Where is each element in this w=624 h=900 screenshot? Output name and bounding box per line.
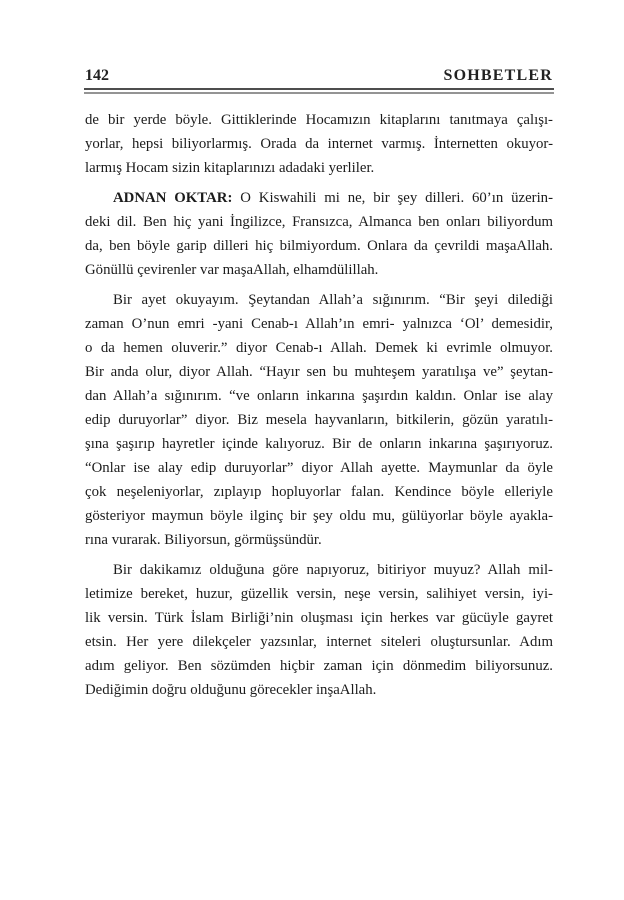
text-line: edip duruyorlar” diyor. Biz mesela hayvanların, bitkilerin, gözün yaratılı- <box>85 412 553 428</box>
paragraph <box>85 288 553 552</box>
text-line: “Onlar ise alay edip duruyorlar” diyor Allah ayette. Maymunlar da öyle <box>85 460 553 476</box>
page-body <box>85 108 553 708</box>
text-line: zaman O’nun emri -yani Cenab-ı Allah’ın emri- yalnızca ‘Ol’ demesidir, <box>85 316 553 332</box>
text-line: Bir ayet okuyayım. Şeytandan Allah’a sığınırım. “Bir şeyi dilediği <box>113 292 553 308</box>
text-line: ADNAN OKTAR: O Kiswahili mi ne, bir şey dilleri. 60’ın üzerin- <box>113 190 553 206</box>
text-line: dan Allah’a sığınırım. “ve onların inkarına şaşırdın kaldın. Onlar ise alay <box>85 388 553 404</box>
text-line: Bir dakikamız olduğuna göre napıyoruz, bitiriyor muyuz? Allah mil- <box>113 562 553 578</box>
text-line: letimize bereket, huzur, güzellik versin, neşe versin, salihiyet versin, iyi- <box>85 586 553 602</box>
text-line: etsin. Her yere dilekçeler yazsınlar, internet siteleri oluştursunlar. Adım <box>85 634 553 650</box>
text-line: lik versin. Türk İslam Birliği’nin oluşması için herkes var gücüyle gayret <box>85 610 553 626</box>
text-line: larmış Hocam sizin kitaplarınızı adadaki yerliler. <box>85 160 375 176</box>
paragraph <box>85 186 553 282</box>
text-line: da, ben böyle garip dilleri hiç bilmiyordum. Onlara da çevrildi maşaAllah. <box>85 238 553 254</box>
paragraph <box>85 108 553 180</box>
text-line: o da hemen oluverir.” diyor Cenab-ı Allah. Demek ki evrimle olmuyor. <box>85 340 553 356</box>
running-title: SOHBETLER <box>443 67 553 84</box>
text-line: gösteriyor maymun böyle ilginç bir şey oldu mu, gülüyorlar böyle ayakla- <box>85 508 553 524</box>
text-line: Gönüllü çevirenler var maşaAllah, elhamdülillah. <box>85 262 379 278</box>
text-line: de bir yerde böyle. Gittiklerinde Hocamızın kitaplarını tanıtmaya çalışı- <box>85 112 553 128</box>
speaker-name: ADNAN OKTAR: <box>113 190 233 206</box>
text-line: rına vurarak. Biliyorsun, görmüşsündür. <box>85 532 322 548</box>
page-number: 142 <box>85 67 109 84</box>
text-line: şına şaşırıp hayretler içinde kalıyoruz. Bir de onların inkarına şaşırıyoruz. <box>85 436 553 452</box>
text-line: deki dil. Ben hiç yani İngilizce, Fransızca, Almanca ben onları biliyordum <box>85 214 553 230</box>
text-line: yorlar, hepsi biliyorlarmış. Orada da internet varmış. İnternetten okuyor- <box>85 136 553 152</box>
text-line: çok neşeleniyorlar, zıplayıp hopluyorlar falan. Kendince böyle elleriyle <box>85 484 553 500</box>
text-line: adım geliyor. Ben sözümden hiçbir zaman için dönmedim biliyorsunuz. <box>85 658 553 674</box>
text-line: Dediğimin doğru olduğunu görecekler inşaAllah. <box>85 682 377 698</box>
paragraph <box>85 558 553 702</box>
header-rule <box>84 88 554 94</box>
page-header <box>85 67 553 85</box>
text-line: Bir anda olur, diyor Allah. “Hayır sen bu muhteşem yaratılışa ve” şeytan- <box>85 364 553 380</box>
